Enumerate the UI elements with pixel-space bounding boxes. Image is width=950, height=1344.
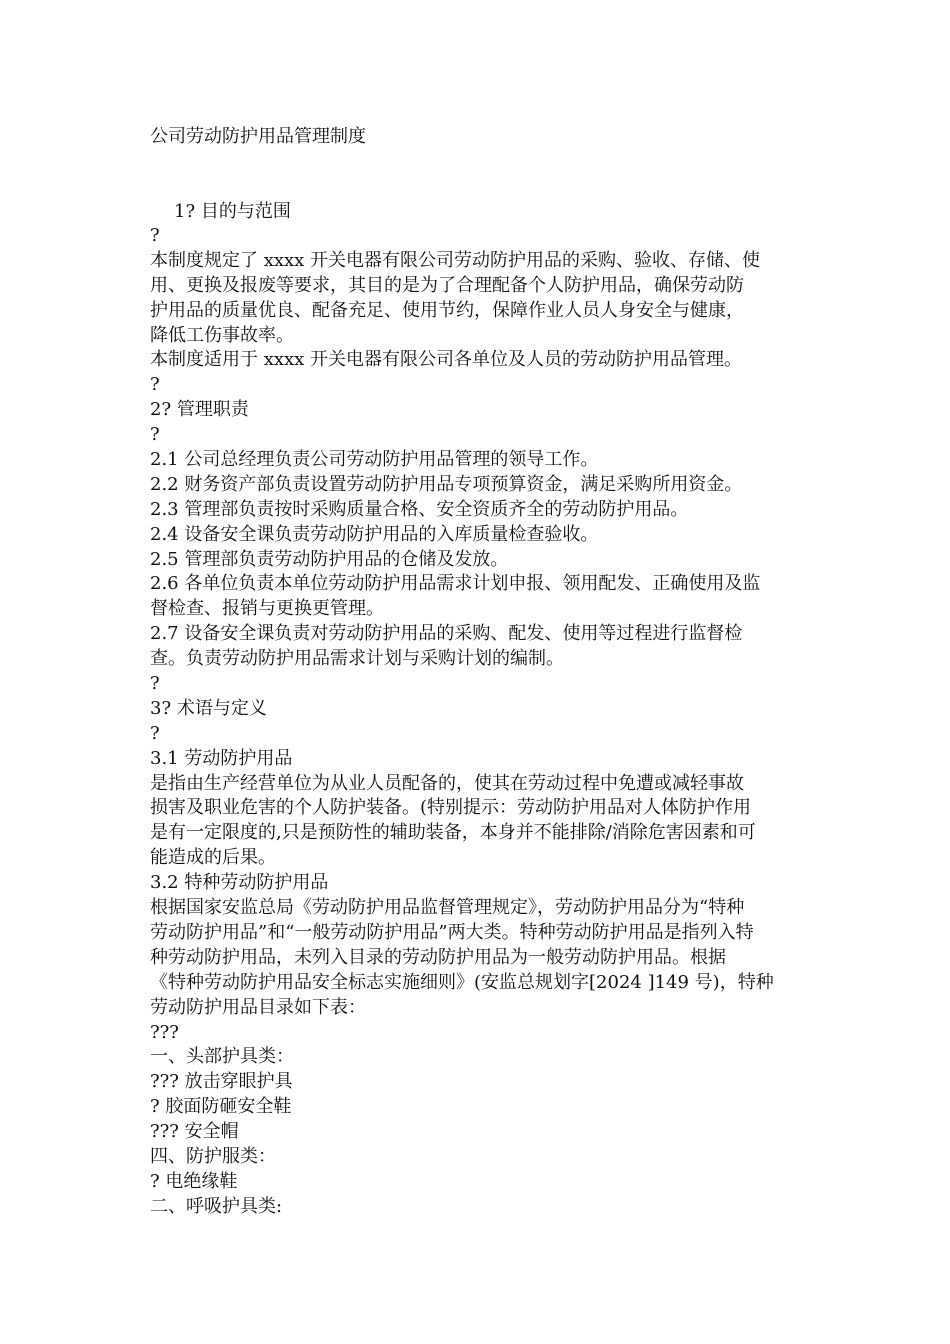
text-line: ? 胶面防砸安全鞋 [150, 1096, 292, 1118]
text-line: 护用品的质量优良、配备充足、使用节约，保障作业人员人身安全与健康， [150, 299, 744, 321]
text-line: 3.2 特种劳动防护用品 [150, 872, 329, 894]
text-line: ? [150, 225, 160, 246]
text-line: ? [150, 722, 160, 744]
text-line: 是指由生产经营单位为从业人员配备的，使其在劳动过程中免遭或减轻事故 [150, 772, 744, 794]
text-line: 3? 术语与定义 [150, 697, 267, 719]
section-heading-purpose: 1? 目的与范围 [174, 201, 291, 222]
text-line: ??? [150, 1021, 179, 1043]
text-line: ? 电绝缘鞋 [150, 1170, 238, 1192]
text-line: 2.7 设备安全课负责对劳动防护用品的采购、配发、使用等过程进行监督检 [150, 623, 743, 645]
text-line: 能造成的后果。 [150, 847, 276, 869]
text-line: ? [150, 673, 160, 695]
text-line: 二、呼吸护具类: [150, 1195, 283, 1217]
text-line: 督检查、报销与更换更管理。 [150, 598, 384, 620]
text-line: 2.3 管理部负责按时采购质量合格、安全资质齐全的劳动防护用品。 [150, 498, 689, 520]
text-line: 种劳动防护用品，未列入目录的劳动防护用品为一般劳动防护用品。根据 [150, 946, 726, 968]
text-line: 劳动防护用品”和“一般劳动防护用品”两大类。特种劳动防护用品是指列入特 [150, 921, 754, 943]
text-line: 用、更换及报废等要求，其目的是为了合理配备个人防护用品，确保劳动防 [150, 274, 744, 296]
text-line: 本制度规定了 xxxx 开关电器有限公司劳动防护用品的采购、验收、存储、使 [150, 249, 761, 271]
text-line: 《特种劳动防护用品安全标志实施细则》(安监总规划字[2024 ]149 号)，特种 [150, 971, 774, 993]
text-line: 损害及职业危害的个人防护装备。(特别提示：劳动防护用品对人体防护作用 [150, 797, 752, 819]
text-line: 劳动防护用品目录如下表： [150, 996, 366, 1018]
text-line: 2.5 管理部负责劳动防护用品的仓储及发放。 [150, 548, 509, 570]
text-line: 查。负责劳动防护用品需求计划与采购计划的编制。 [150, 648, 564, 670]
text-line: 2? 管理职责 [150, 399, 249, 421]
text-line: 一、头部护具类： [150, 1046, 294, 1068]
text-line: ? [150, 424, 160, 446]
text-line: 3.1 劳动防护用品 [150, 747, 293, 769]
text-line: 根据国家安监总局《劳动防护用品监督管理规定》，劳动防护用品分为“特种 [150, 897, 745, 919]
document-body [150, 224, 800, 1220]
text-line: 降低工伤事故率。 [150, 324, 294, 346]
text-line: 2.1 公司总经理负责公司劳动防护用品管理的领导工作。 [150, 449, 599, 471]
text-line: ??? 放击穿眼护具 [150, 1071, 293, 1093]
text-line: 是有一定限度的,只是预防性的辅助装备，本身并不能排除/消除危害因素和可 [150, 822, 756, 844]
text-line: 2.2 财务资产部负责设置劳动防护用品专项预算资金，满足采购所用资金。 [150, 473, 743, 495]
text-line: ??? 安全帽 [150, 1121, 239, 1143]
text-line: 2.4 设备安全课负责劳动防护用品的入库质量检查验收。 [150, 523, 599, 545]
document-title: 公司劳动防护用品管理制度 [150, 126, 366, 147]
text-line: 2.6 各单位负责本单位劳动防护用品需求计划申报、领用配发、正确使用及监 [150, 573, 761, 595]
text-line: 四、防护服类： [150, 1145, 276, 1167]
text-line: 本制度适用于 xxxx 开关电器有限公司各单位及人员的劳动防护用品管理。 [150, 349, 743, 371]
text-line: ? [150, 374, 160, 396]
